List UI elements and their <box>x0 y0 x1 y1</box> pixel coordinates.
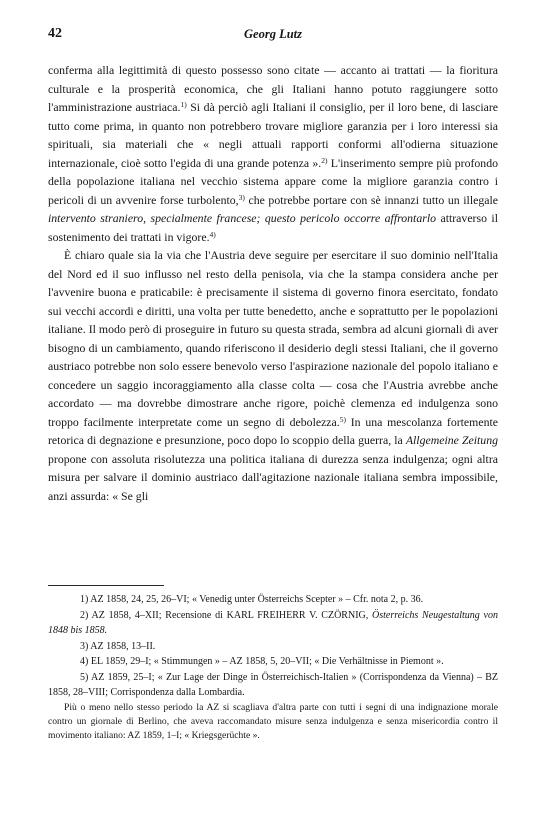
footnote-ref: 1) <box>180 100 187 109</box>
footnote-number: 1) <box>80 594 89 605</box>
footnote-number: 2) <box>80 609 89 621</box>
footnote-continuation <box>48 701 498 744</box>
footnote <box>48 592 498 608</box>
text-run: AZ 1858, 4–XII; Recensione di KARL FREIHERR V. CZÖRNIG, <box>91 609 372 621</box>
text-run: L'inserimento sempre più profondo della popolazione italiana nel vecchio sistema appare come la migliore garanzia contro i pericoli di un avvenire forse turbolento, <box>48 155 498 207</box>
footnote <box>48 654 498 670</box>
footnote-number: 3) <box>80 640 89 652</box>
running-head: Georg Lutz <box>244 27 302 41</box>
footnote-ref: 5) <box>339 414 346 424</box>
text-run: attraverso il sostenimento dei trattati in vigore. <box>48 211 498 244</box>
text-run: AZ 1858, 13–II. <box>90 640 156 652</box>
footnote <box>48 670 498 701</box>
text-run: Si dà perciò agli Italiani il consiglio, per il loro bene, di lasciare tutto come prima, in quanto non potrebbero trovare migliore garanzia per i loro interessi sia spirituali, sia materiali che « negli attuali rapporti conformi all'odierna situazione internazionale, cioè sotto l'egida di una grande potenza ». <box>48 100 498 170</box>
footnote-number: 5) <box>80 671 89 683</box>
body-paragraph <box>48 61 498 246</box>
footnote-number: 4) <box>80 656 89 667</box>
text-run: che potrebbe portare con sè innanzi tutto un illegale <box>244 192 498 207</box>
footnote <box>48 639 498 655</box>
italic-run: intervento straniero, specialmente francese; questo pericolo occorre affrontarlo <box>48 211 436 225</box>
text-run: AZ 1859, 25–I; « Zur Lage der Dinge in Österreichisch-Italien » (Corrispondenza da Vienna) – BZ 1858, 28–VIII; Corrispondenza dalla Lombardia. <box>48 671 498 698</box>
body-paragraph <box>48 246 498 505</box>
text-run: conferma alla legittimità di questo possesso sono citate — accanto ai trattati — la fioritura culturale e la prosperità economica, che gli Italiani hanno potuto raggiungere sotto l'amministrazione austriaca. <box>48 63 498 114</box>
footnotes <box>48 592 498 744</box>
page-number: 42 <box>48 26 62 41</box>
text-run: È chiaro quale sia la via che l'Austria deve seguire per esercitare il suo dominio nell'Italia del Nord ed il suo influsso nel resto della penisola, via che la stampa considera anche per l'avvenire buona e praticabile: è precisamente il sistema di governo finora esercitato, fondato sui vecchi accordi e diritti, una volta per tutte benedetto, anche e soprattutto per le popolazioni italiane. Il modo però di proseguire in futuro su questa strada, sembra ad alcuni giornali di aver bisogno di un cambiamento, quando riferiscono il desiderio degli stessi Italiani, che il governo austriaco potrebbe non solo essere benevolo verso l'aspirazione nazionale del popolo italiano e concedere un saggio incoraggiamento alla classe colta — cosa che l'Austria avrebbe anche accordato — ma dovrebbe dimostrare anche rigore, poichè clemenza ed indulgenza sono troppo facilmente interpretate come un segno di debolezza. <box>48 248 498 429</box>
page-header <box>48 26 498 46</box>
text-run: propone con assoluta risolutezza una politica italiana di durezza senza indulgenza; ogni altra misura per salvare il dominio austriaco dall'agitazione nazionale italiana sembra impossibile, anzi assurda: « Se gli <box>48 451 498 503</box>
footnote-ref: 3) <box>238 192 245 202</box>
text-run: Più o meno nello stesso periodo la AZ si scagliava d'altra parte con tutti i segni di una indignazione morale contro un giornale di Berlino, che aveva raccomandato misure senza indulgenza e senza misericordia contro il movimento italiano: AZ 1859, 1–I; « Kriegsgerüchte ». <box>48 701 498 742</box>
italic-run: Allgemeine Zeitung <box>405 433 498 447</box>
italic-run: Österreichs Neugestaltung von 1848 bis 1858. <box>48 609 498 636</box>
text-run: EL 1859, 29–I; « Stimmungen » – AZ 1858, 5, 20–VII; « Die Verhältnisse in Piemont ». <box>90 656 444 667</box>
body-text <box>48 61 498 505</box>
footnote <box>48 608 498 639</box>
text-run: AZ 1858, 24, 25, 26–VI; « Venedig unter Österreichs Scepter » – Cfr. nota 2, p. 36. <box>90 594 424 605</box>
footnote-ref: 4) <box>209 229 216 239</box>
text-run: In una mescolanza fortemente retorica di degnazione e presunzione, poco dopo lo scoppio della guerra, la <box>48 414 498 447</box>
footnote-rule <box>48 585 164 586</box>
footnote-ref: 2) <box>321 155 328 165</box>
